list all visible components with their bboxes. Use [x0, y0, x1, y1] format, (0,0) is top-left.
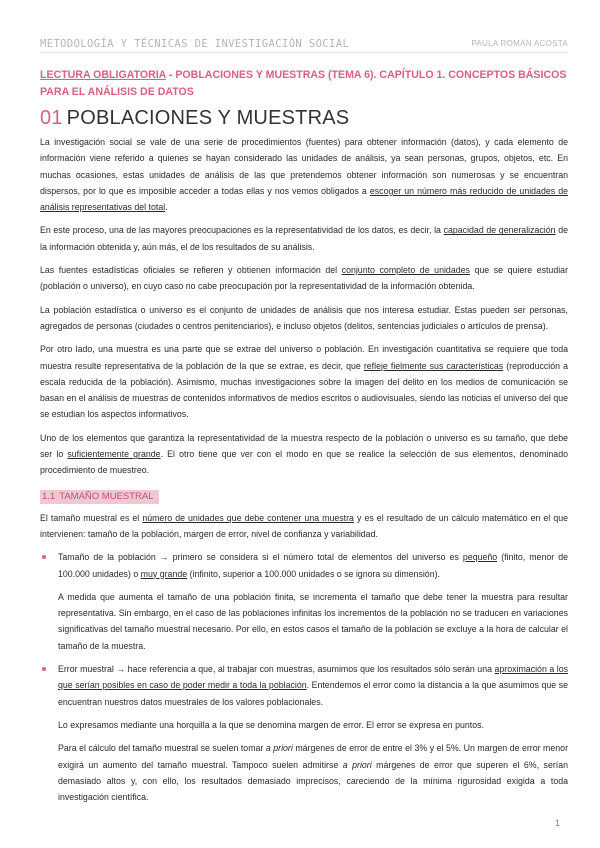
- paragraph-3: [40, 262, 568, 295]
- bullet-dot-icon: [42, 555, 46, 559]
- section-title: POBLACIONES Y MUESTRAS: [66, 107, 350, 129]
- text: Tamaño de la población → primero se considera si el número total de elementos del universo es: [58, 552, 463, 563]
- text: La investigación social se vale de una serie de procedimientos (fuentes) para obtener información (datos), y cada elemento de información viene referido a quienes se hayan considerado las unidades de análisis, ya sean personas, grupos, objetos, etc. En muchas ocasiones, estas unidades de análisis de las que pretendemos obtener información son numerosas y se encuentran dispersos, por lo que es imposible acceder a todas ellas y nos vemos obligados a: [40, 137, 568, 196]
- paragraph-7: [40, 510, 568, 543]
- text: Uno de los elementos que garantiza la representatividad de la muestra respecto de la población o universo es su tamaño, que debe ser lo: [40, 432, 568, 460]
- header-course-title: METODOLOGÍA Y TÉCNICAS DE INVESTIGACIÓN SOCIAL: [40, 38, 350, 50]
- text: (infinito, superior a 100.000 unidades o se ignora su dimensión).: [187, 568, 440, 579]
- text: (finito, menor de 100.000 unidades) o: [58, 552, 568, 579]
- underlined-text: aproximación a los que serían posibles en caso de poder medir a toda la población: [58, 664, 569, 691]
- bullet-continuation: [40, 740, 568, 805]
- underlined-text: escoger un número más reducido de unidades de análisis representativas del total: [40, 185, 569, 213]
- paragraph-4: La población estadística o universo es el conjunto de unidades de análisis que nos interesa estudiar. Estas pueden ser personas, agregados de personas (ciudades o centros penitenciarios), e incluso objetos (delitos, sentencias judiciales o artículos de prensa).: [40, 304, 568, 331]
- bullet-continuation: A medida que aumenta el tamaño de una población finita, se incrementa el tamaño que debe tener la muestra para resultar representativa. Sin embargo, en el caso de las poblaciones infinitas los incrementos de la población no se traducen en variaciones significativas del tamaño muestral necesario. Por ello, en estos casos el tamaño de la población se excluye a la hora de calcular el tamaño de la muestra.: [58, 591, 568, 651]
- bullet-text: [58, 661, 568, 710]
- reading-label: LECTURA OBLIGATORIA: [40, 69, 166, 81]
- paragraph-1: [40, 134, 568, 215]
- bullet-sampling-error: [40, 661, 568, 710]
- text: y es el resultado de un cálculo matemático en el que intervienen: tamaño de la población, margen de error, nivel de confianza y variabilidad.: [40, 512, 568, 539]
- italic-text: a priori: [265, 743, 293, 754]
- reading-heading: [40, 67, 568, 101]
- section-heading: [40, 107, 568, 129]
- bullet-dot-icon: [42, 667, 46, 671]
- text: El tamaño muestral es el: [40, 512, 143, 523]
- subsection-heading: [40, 490, 159, 504]
- text: .: [165, 202, 168, 213]
- document-body: [40, 67, 568, 812]
- section-number: 01: [40, 107, 63, 129]
- underlined-text: muy grande: [140, 568, 188, 579]
- text: . Entendemos el error como la distancia a la que asumimos que se encuentran nuestros datos muestrales de los valores poblacionales.: [58, 680, 568, 707]
- italic-text: a priori: [342, 759, 372, 770]
- text: (reproducción a escala reducida de la población). Asimismo, muchas investigaciones sobre la imagen del delito en los medios de comunicación se basan en el análisis de muestras de contenidos informativos de medios escritos o audiovisuales, siendo las noticias el universo del que se estudian los aspectos informativos.: [40, 360, 568, 420]
- paragraph-5: [40, 341, 568, 422]
- text: Para el cálculo del tamaño muestral se suelen tomar: [58, 743, 266, 754]
- text: que se quiere estudiar (población o universo), en cuyo caso no cabe preocupación por la representatividad de la información obtenida.: [40, 265, 568, 292]
- underlined-text: suficientemente grande: [67, 449, 161, 460]
- text: Las fuentes estadísticas oficiales se refieren y obtienen información del: [40, 265, 342, 276]
- header-author: PAULA ROMÁN ACOSTA: [471, 39, 568, 48]
- subsection-title: TAMAÑO MUESTRAL: [59, 490, 154, 502]
- page-number: 1: [554, 818, 560, 828]
- underlined-text: número de unidades que debe contener una muestra: [142, 512, 354, 523]
- running-header: [40, 38, 568, 53]
- text: de la información obtenida y, aún más, el de los resultados de su análisis.: [40, 225, 568, 252]
- underlined-text: capacidad de generalización: [443, 225, 556, 236]
- text: Error muestral → hace referencia a que, al trabajar con muestras, asumimos que los resultados sólo serán una: [58, 664, 495, 675]
- text: márgenes de error de entre el 3% y el 5%. Un margen de error menor exigirá un aumento del tamaño muestral. Tampoco suelen admitirse: [58, 743, 568, 770]
- reading-title: - POBLACIONES Y MUESTRAS (TEMA 6). CAPÍTULO 1. CONCEPTOS BÁSICOS PARA EL ANÁLISIS DE DATOS: [40, 69, 567, 98]
- paragraph-2: [40, 222, 568, 255]
- underlined-text: pequeño: [462, 552, 498, 563]
- bullet-text: [58, 549, 568, 582]
- underlined-text: refleje fielmente sus características: [363, 360, 504, 371]
- bullet-population-size: [40, 549, 568, 582]
- text: En este proceso, una de las mayores preocupaciones es la representatividad de los datos, es decir, la: [40, 225, 444, 236]
- paragraph-6: [40, 430, 568, 479]
- text: . El otro tiene que ver con el modo en que se realice la selección de sus elementos, denominado procedimiento de muestreo.: [40, 449, 568, 476]
- underlined-text: conjunto completo de unidades: [341, 265, 470, 276]
- text: márgenes de error que superen el 6%, serían demasiado altos y, con ello, los resultados demasiado imprecisos, careciendo de la mínima rigurosidad exigida a toda investigación científica.: [58, 759, 568, 803]
- subsection-number: 1.1: [42, 490, 56, 502]
- bullet-continuation: Lo expresamos mediante una horquilla a la que se denomina margen de error. El error se expresa en puntos.: [58, 719, 484, 730]
- text: Por otro lado, una muestra es una parte que se extrae del universo o población. En investigación cuantitativa se requiere que toda muestra resulte representativa de la población de la que se extrae, es decir, que: [40, 344, 568, 371]
